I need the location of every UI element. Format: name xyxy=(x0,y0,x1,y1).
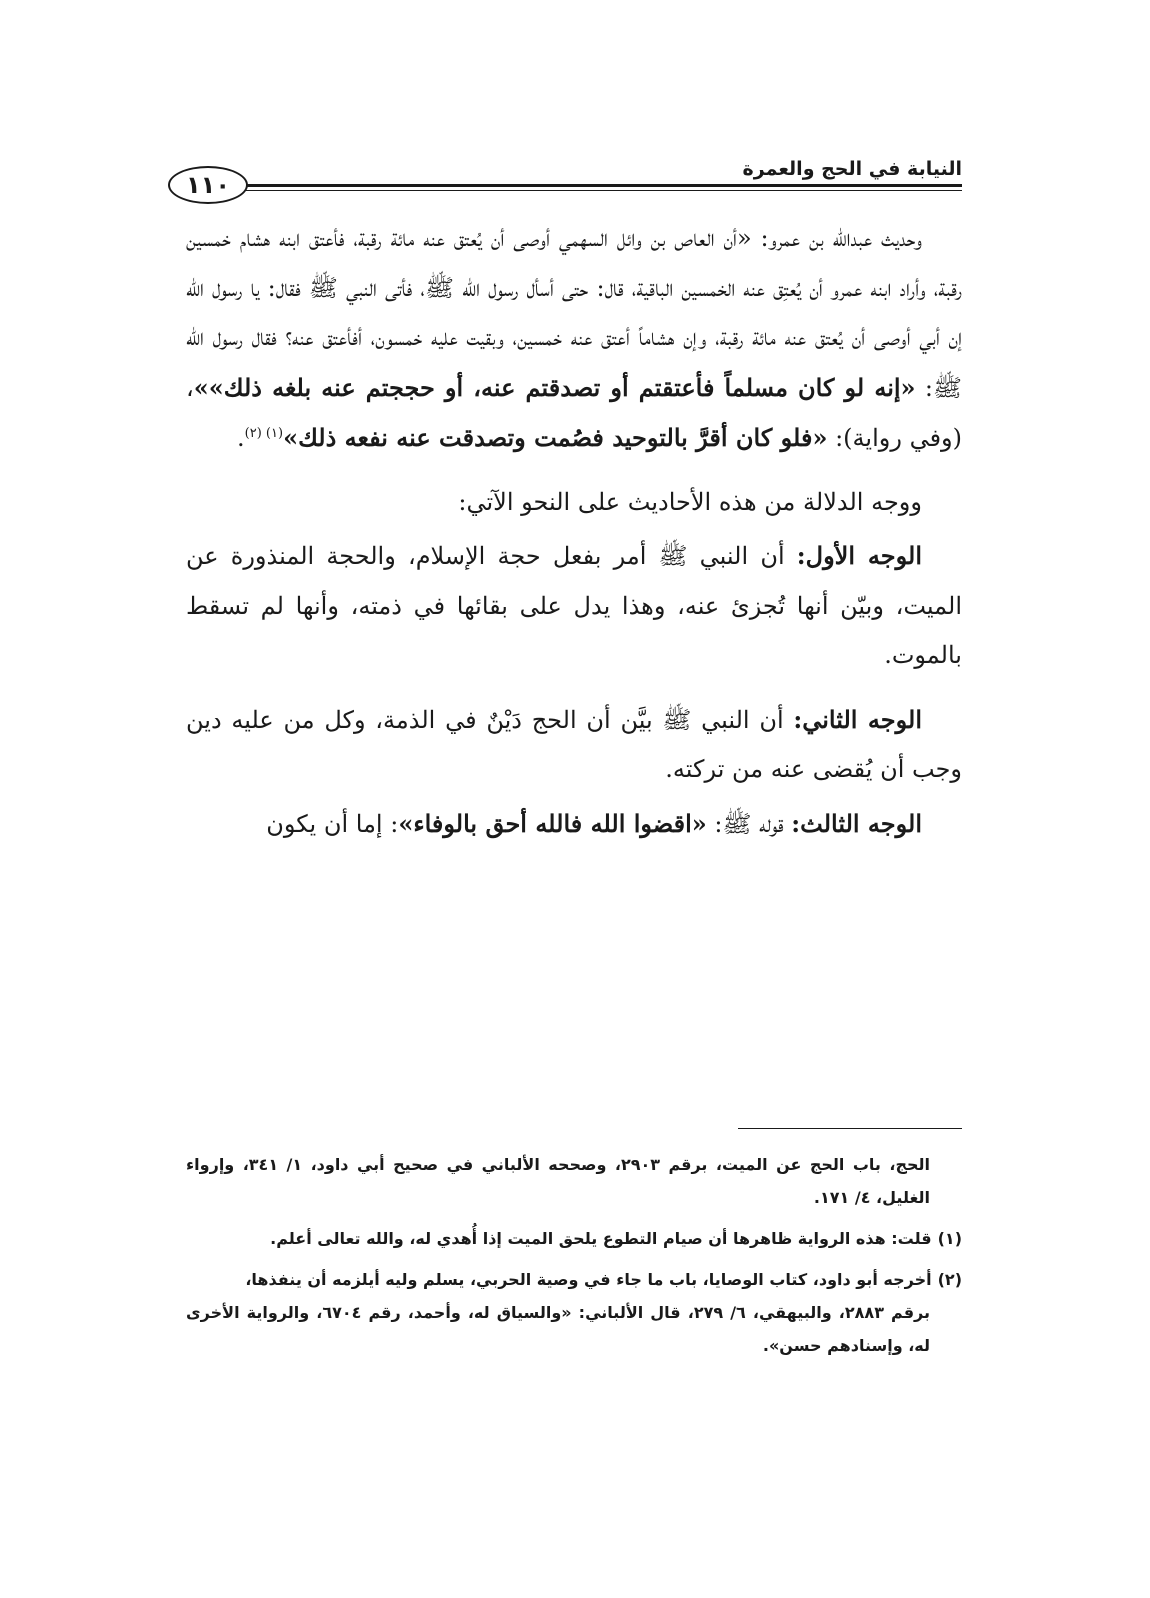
footnote-separator xyxy=(738,1128,962,1129)
riwaya-intro: ، (وفي رواية): xyxy=(186,373,962,452)
first-aspect-text: أن النبي ﷺ أمر بفعل حجة الإسلام، والحجة المنذورة عن الميت، وبيّن أنها تُجزئ عنه، وهذا يدل على بقائها في ذمته، وأنها لم تسقط بالموت. xyxy=(186,542,962,669)
footnote-continuation: الحج، باب الحج عن الميت، برقم ٢٩٠٣، وصححه الألباني في صحيح أبي داود، ١/ ٣٤١، وإرواء الغليل، ٤/ ١٧١. xyxy=(186,1155,931,1207)
period: . xyxy=(237,424,245,452)
footnote-2 xyxy=(186,1263,962,1362)
running-title: النيابة في الحج والعمرة xyxy=(742,158,962,180)
third-aspect-text: قوله ﷺ: xyxy=(706,809,792,838)
second-aspect-text: أن النبي ﷺ بيَّن أن الحج دَيْنٌ في الذمة، وكل من عليه دين وجب أن يُقضى عنه من تركته. xyxy=(186,705,962,783)
hadith-text: وحديث عبدالله بن عمرو: «أن العاص بن وائل السهمي أوصى أن يُعتق عنه مائة رقبة، فأعتق ابنه هشام خمسين رقبة، وأراد ابنه عمرو أن يُعتِق عنه الخمسين الباقية، قال: حتى أسأل رسول الله ﷺ، فأتى النبي ﷺ فقال: يا رسول الله إن أبي أوصى أن يُعتق عنه مائة رقبة، وإن هشاماً أعتق عنه خمسين، وبقيت عليه خمسون، أفأعتق عنه؟ فقال رسول الله ﷺ: xyxy=(186,224,962,402)
second-aspect-label: الوجه الثاني: xyxy=(793,704,923,734)
footnote-2-number: (٢) xyxy=(937,1270,962,1289)
third-aspect-label: الوجه الثالث: xyxy=(791,808,922,838)
footnote-2-text-continued: برقم ٢٨٨٣، والبيهقي، ٦/ ٢٧٩، قال الألباني: «والسياق له، وأحمد، رقم ٦٧٠٤، والرواية الأخرى له، وإسنادهم حسن». xyxy=(186,1303,931,1355)
header-rule-thin xyxy=(246,190,962,191)
paragraph-first-aspect xyxy=(186,531,962,681)
footnote-1 xyxy=(186,1222,962,1255)
main-text xyxy=(186,214,962,849)
paragraph-hadith xyxy=(186,214,962,464)
third-aspect-tail: : إما أن يكون xyxy=(266,809,399,838)
first-aspect-label: الوجه الأول: xyxy=(796,541,922,570)
paragraph-third-aspect xyxy=(186,799,962,850)
header-rule xyxy=(246,184,962,187)
footnote-2-text: أخرجه أبو داود، كتاب الوصايا، باب ما جاء في وصية الحربي، يسلم وليه أيلزمه أن ينفذها، xyxy=(245,1270,932,1289)
paragraph-evidence-intro: ووجه الدلالة من هذه الأحاديث على النحو الآتي: xyxy=(458,487,922,516)
footnote-1-text: قلت: هذه الرواية ظاهرها أن صيام التطوع يلحق الميت إذا أُهدي له، والله تعالى أعلم. xyxy=(270,1229,932,1248)
page-number: ١١٠ xyxy=(168,166,248,204)
hadith-quote-bold: «إنه لو كان مسلماً فأعتقتم أو تصدقتم عنه، أو حججتم عنه بلغه ذلك»» xyxy=(193,372,916,402)
footnotes xyxy=(186,1148,962,1362)
footnote-refs: (١) (٢) xyxy=(244,426,284,441)
footnote-1-number: (١) xyxy=(937,1229,962,1248)
third-aspect-quote: «اقضوا الله فالله أحق بالوفاء» xyxy=(398,808,707,838)
riwaya-quote-bold: «فلو كان أقرَّ بالتوحيد فصُمت وتصدقت عنه نفعه ذلك» xyxy=(283,423,828,452)
paragraph-second-aspect xyxy=(186,695,962,795)
